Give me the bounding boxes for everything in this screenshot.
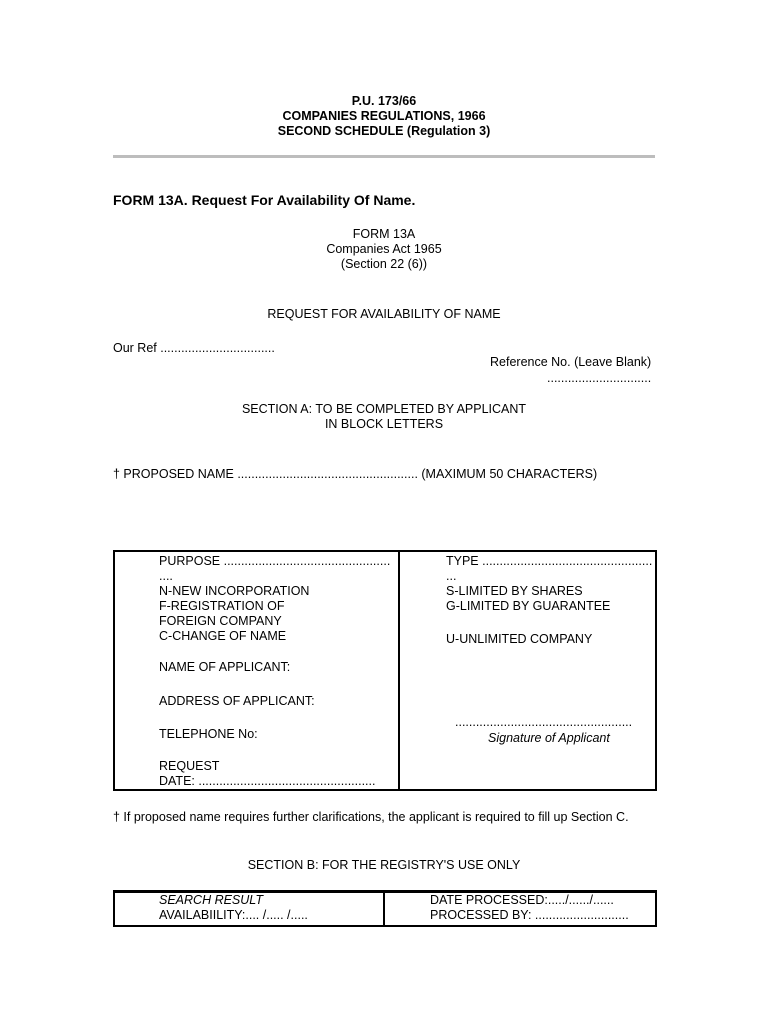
date-processed: DATE PROCESSED:...../....../......	[430, 893, 614, 907]
form-head-line-1: FORM 13A	[352, 227, 416, 241]
footnote: † If proposed name requires further clarifications, the applicant is required to fill up Section C.	[113, 810, 629, 824]
section-b-heading: SECTION B: FOR THE REGISTRY'S USE ONLY	[247, 858, 521, 872]
purpose-change-of-name: C-CHANGE OF NAME	[159, 629, 287, 643]
form-title: FORM 13A. Request For Availability Of Name.	[113, 192, 416, 208]
type-limited-by-guarantee: G-LIMITED BY GUARANTEE	[446, 599, 611, 613]
form-head-line-2: Companies Act 1965	[326, 242, 442, 256]
purpose-new-incorporation: N-NEW INCORPORATION	[159, 584, 310, 598]
search-result: SEARCH RESULT	[159, 893, 263, 907]
request-date: DATE: ...................................................	[159, 774, 376, 788]
request-label: REQUEST	[159, 759, 220, 773]
proposed-name: † PROPOSED NAME .................................................... (MAXIMUM 50 CHARACTERS)	[113, 467, 598, 481]
type-unlimited-company: U-UNLIMITED COMPANY	[446, 632, 593, 646]
divider	[113, 155, 655, 158]
availability: AVAILABIILITY:.... /..... /.....	[159, 908, 308, 922]
purpose-cont: ....	[159, 569, 173, 583]
type-limited-by-shares: S-LIMITED BY SHARES	[446, 584, 583, 598]
signature-dots: ...................................................	[455, 715, 633, 729]
reference-no: Reference No. (Leave Blank)	[490, 355, 652, 369]
our-ref: Our Ref .................................	[113, 341, 275, 355]
type-label: TYPE .................................................	[446, 554, 653, 568]
reference-dots: ..............................	[547, 371, 652, 385]
header-line-3: SECOND SCHEDULE (Regulation 3)	[277, 124, 491, 138]
telephone-label: TELEPHONE No:	[159, 727, 258, 741]
header-line-1: P.U. 173/66	[351, 94, 417, 108]
purpose-label: PURPOSE ................................................	[159, 554, 391, 568]
application-table-divider	[398, 550, 400, 791]
section-a-line-2: IN BLOCK LETTERS	[324, 417, 444, 431]
type-cont: ...	[446, 569, 457, 583]
form-head-line-3: (Section 22 (6))	[340, 257, 428, 271]
signature-label: Signature of Applicant	[488, 731, 610, 745]
request-heading: REQUEST FOR AVAILABILITY OF NAME	[267, 307, 501, 321]
processed-by: PROCESSED BY: ...........................	[430, 908, 629, 922]
section-a-line-1: SECTION A: TO BE COMPLETED BY APPLICANT	[241, 402, 527, 416]
purpose-registration-foreign-2: FOREIGN COMPANY	[159, 614, 282, 628]
header-line-2: COMPANIES REGULATIONS, 1966	[282, 109, 486, 123]
purpose-registration-foreign-1: F-REGISTRATION OF	[159, 599, 285, 613]
registry-table-divider	[383, 890, 385, 927]
address-of-applicant: ADDRESS OF APPLICANT:	[159, 694, 315, 708]
name-of-applicant: NAME OF APPLICANT:	[159, 660, 291, 674]
